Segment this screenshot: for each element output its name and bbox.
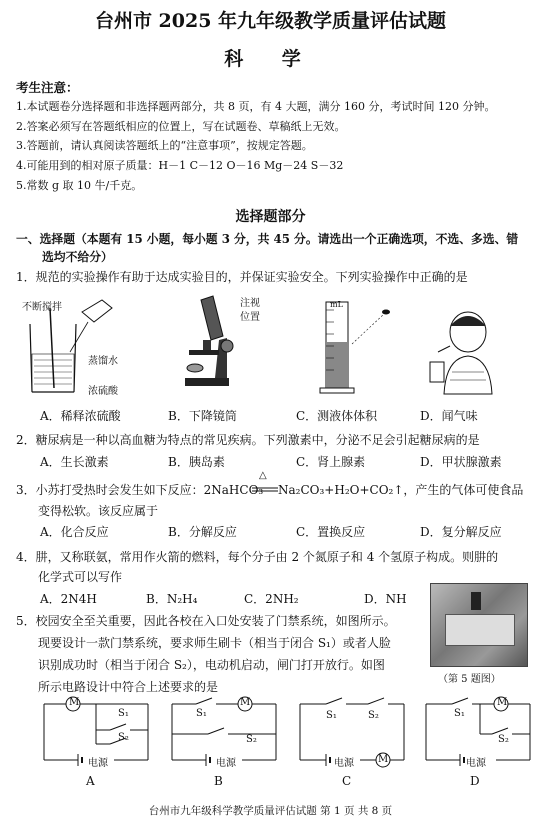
- part-instructions: 一、选择题（本题有 15 小题，每小题 3 分，共 45 分。请选出一个正确选项，不选、多选、错: [16, 232, 519, 246]
- microscope-illustration: [175, 290, 250, 390]
- label-position: 位置: [240, 312, 260, 323]
- question-5-line: 识别成功时（相当于闭合 S₂），电动机启动，闸门打开放行。如图: [38, 658, 385, 672]
- question-3-stem-a: 3．小苏打受热时会发生如下反应：2NaHCO₃: [16, 483, 264, 497]
- question-3-stem-b: Na₂CO₃+H₂O+CO₂↑，产生的气体可使食品: [278, 483, 524, 497]
- notice-item: 2.答案必须写在答题纸相应的位置上，写在试题卷、草稿纸上无效。: [16, 120, 346, 133]
- q1-option-b: B．下降镜筒: [168, 409, 237, 423]
- question-4-stem: 4．肼，又称联氨，常用作火箭的燃料，每个分子由 2 个氮原子和 4 个氢原子构成。则肼的: [16, 550, 499, 564]
- cylinder-illustration: [318, 296, 398, 396]
- gate-photo: [430, 583, 528, 667]
- question-4-stem-cont: 化学式可以写作: [38, 570, 123, 584]
- heat-mark: △: [259, 470, 267, 481]
- question-3-stem-cont: 变得松软。该反应属于: [38, 504, 159, 518]
- person-smelling-illustration: [428, 306, 508, 396]
- motor-icon: M: [240, 697, 251, 708]
- q2-option-c: C．肾上腺素: [296, 455, 366, 469]
- circuit-d-label: D: [470, 774, 480, 788]
- label-water: 蒸馏水: [88, 356, 118, 367]
- reaction-arrow: [252, 486, 278, 494]
- circuit-a-label: A: [86, 774, 95, 788]
- power-label: 电源: [334, 758, 354, 769]
- power-label: 电源: [216, 758, 236, 769]
- motor-icon: M: [497, 697, 508, 708]
- q2-option-a: A．生长激素: [40, 455, 109, 469]
- switch-s2-label: S₂: [118, 732, 129, 743]
- notice-item: 3.答题前，请认真阅读答题纸上的“注意事项”，按规定答题。: [16, 139, 313, 152]
- exam-title: 台州市 2025 年九年级教学质量评估试题: [94, 10, 447, 32]
- question-5-line: 现要设计一款门禁系统，要求师生刷卡（相当于闭合 S₁）或者人脸: [38, 636, 391, 650]
- label-acid: 浓硫酸: [88, 386, 118, 397]
- q4-option-c: C．2NH₂: [244, 592, 299, 606]
- section-title: 选择题部分: [235, 209, 306, 225]
- q4-option-d: D．NH: [364, 592, 407, 606]
- q3-option-b: B．分解反应: [168, 525, 237, 539]
- q4-option-a: A．2N4H: [40, 592, 97, 606]
- question-5-line: 所示电路设计中符合上述要求的是: [38, 680, 219, 694]
- notice-heading: 考生注意：: [16, 80, 79, 95]
- switch-s1-label: S₁: [326, 710, 337, 721]
- q2-option-d: D．甲状腺激素: [420, 455, 502, 469]
- notice-item: 4.可能用到的相对原子质量：H－1 C－12 O－16 Mg－24 S－32: [16, 159, 344, 172]
- page-footer: 台州市九年级科学教学质量评估试题 第 1 页 共 8 页: [148, 805, 393, 817]
- notice-item: 1.本试题卷分选择题和非选择题两部分，共 8 页，有 4 大题，满分 160 分，考试时间 120 分钟。: [16, 100, 496, 113]
- switch-s2-label: S₂: [246, 734, 257, 745]
- switch-s2-label: S₂: [498, 734, 509, 745]
- question-5-line: 5．校园安全至关重要，因此各校在入口处安装了门禁系统，如图所示。: [16, 614, 396, 628]
- switch-s1-label: S₁: [118, 708, 129, 719]
- motor-icon: M: [378, 754, 389, 765]
- circuit-b-label: B: [214, 774, 223, 788]
- q1-option-c: C．测液体体积: [296, 409, 378, 423]
- exam-subject: 科 学: [224, 48, 317, 70]
- q3-option-d: D．复分解反应: [420, 525, 502, 539]
- q1-option-d: D．闻气味: [420, 409, 478, 423]
- part-instructions-cont: 选均不给分）: [42, 250, 113, 264]
- q2-option-b: B．胰岛素: [168, 455, 225, 469]
- circuit-c-label: C: [342, 774, 352, 788]
- switch-s2-label: S₂: [368, 710, 379, 721]
- q1-option-a: A．稀释浓硫酸: [40, 409, 121, 423]
- question-2-stem: 2．糖尿病是一种以高血糖为特点的常见疾病。下列激素中，分泌不足会引起糖尿病的是: [16, 433, 480, 447]
- label-stir: 不断搅拌: [22, 302, 62, 313]
- question-1-stem: 1．规范的实验操作有助于达成实验目的，并保证实验安全。下列实验操作中正确的是: [16, 270, 468, 284]
- q4-option-b: B．N₂H₄: [146, 592, 198, 606]
- photo-caption: （第 5 题图）: [438, 674, 501, 685]
- q3-option-a: A．化合反应: [40, 525, 109, 539]
- power-label: 电源: [88, 758, 108, 769]
- label-watch: 注视: [240, 298, 260, 309]
- q3-option-c: C．置换反应: [296, 525, 366, 539]
- switch-s1-label: S₁: [196, 708, 207, 719]
- switch-s1-label: S₁: [454, 708, 465, 719]
- motor-icon: M: [69, 697, 80, 708]
- notice-item: 5.常数 g 取 10 牛/千克。: [16, 179, 143, 192]
- power-label: 电源: [466, 758, 486, 769]
- label-ml: mL: [330, 300, 343, 309]
